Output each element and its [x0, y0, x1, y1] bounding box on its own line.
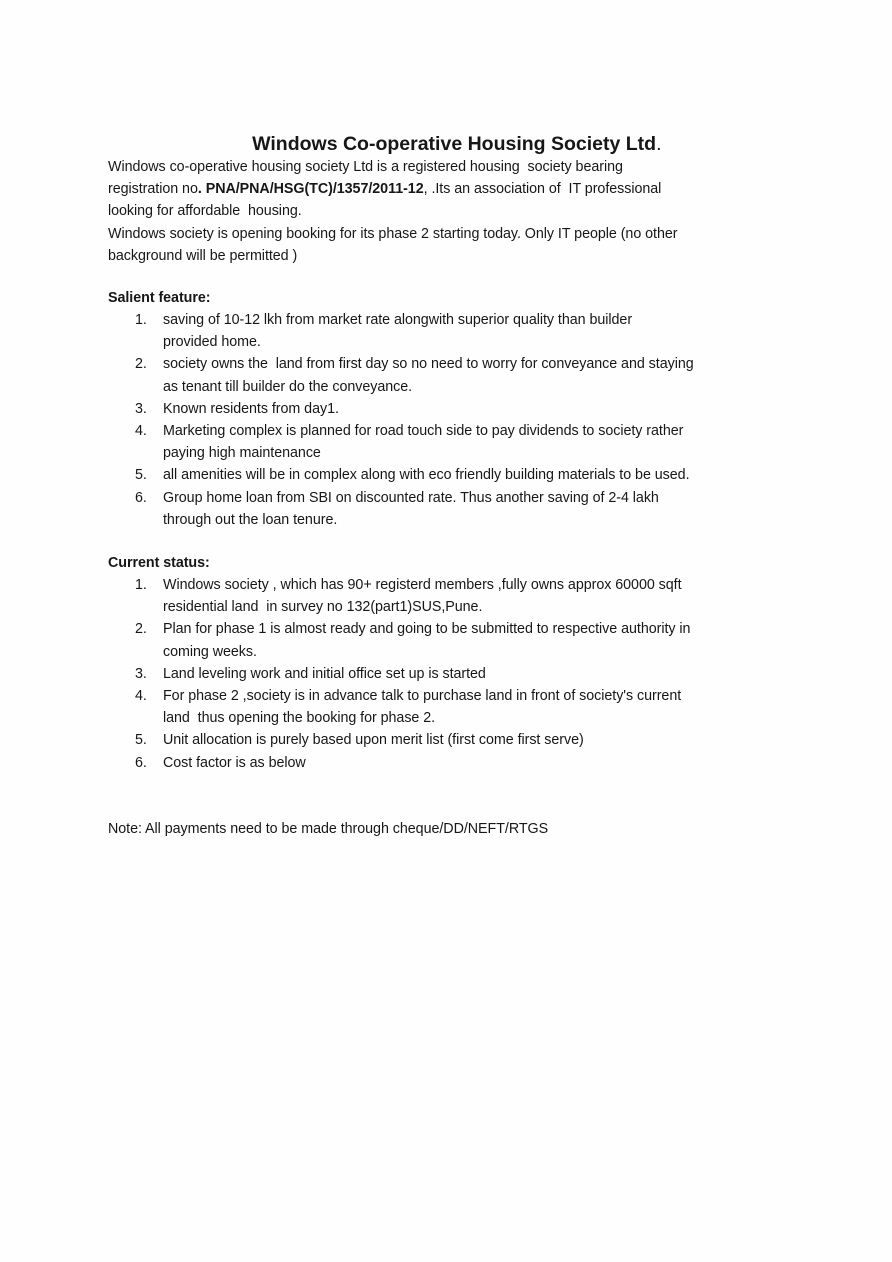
list-item-text — [163, 752, 814, 774]
list-item-line: coming weeks. — [163, 643, 257, 660]
document-title-period: . — [656, 133, 662, 155]
list-item-number: 2. — [135, 356, 147, 373]
list-item-line: through out the loan tenure. — [163, 511, 338, 528]
list-item — [108, 487, 814, 531]
list-item-line: Plan for phase 1 is almost ready and going to be submitted to respective authority in — [163, 621, 691, 638]
list-item-number: 5. — [135, 732, 147, 749]
list-item-line: paying high maintenance — [163, 445, 321, 462]
intro-line-registration — [108, 178, 814, 200]
list-item-number: 5. — [135, 467, 147, 484]
list-item — [108, 685, 814, 729]
list-item-number: 4. — [135, 688, 147, 705]
list-item-line: Known residents from day1. — [163, 400, 339, 417]
list-item-number: 3. — [135, 400, 147, 417]
intro-line: background will be permitted ) — [108, 247, 298, 264]
salient-feature-list — [108, 309, 814, 531]
list-item-text — [163, 420, 814, 464]
list-item-text — [163, 487, 814, 531]
list-item-line: as tenant till builder do the conveyance. — [163, 378, 413, 395]
list-item-text — [163, 309, 814, 353]
intro-registration-post: , .Its an association of IT professional — [423, 181, 662, 198]
list-item — [108, 420, 814, 464]
list-item-text — [163, 398, 814, 420]
intro-paragraph — [108, 156, 814, 267]
list-item-line: residential land in survey no 132(part1)SUS,Pune. — [163, 599, 483, 616]
list-item — [108, 353, 814, 397]
list-item-text — [163, 574, 814, 618]
list-item-line: society owns the land from first day so no need to worry for conveyance and staying — [163, 356, 694, 373]
list-item-line: Windows society , which has 90+ registerd members ,fully owns approx 60000 sqft — [163, 577, 682, 593]
list-item — [108, 663, 814, 685]
list-item-line: Marketing complex is planned for road touch side to pay dividends to society rather — [163, 423, 684, 440]
list-item-line: land thus opening the booking for phase 2. — [163, 710, 436, 727]
list-item-number: 4. — [135, 423, 147, 440]
list-item-number: 6. — [135, 754, 147, 771]
list-item-line: Group home loan from SBI on discounted rate. Thus another saving of 2-4 lakh — [163, 489, 659, 506]
list-item-number: 1. — [135, 312, 147, 328]
list-item — [108, 464, 814, 486]
list-item-line: Cost factor is as below — [163, 754, 306, 771]
list-item-number: 6. — [135, 489, 147, 506]
list-item-text — [163, 618, 814, 662]
list-item-line: Land leveling work and initial office set up is started — [163, 665, 486, 682]
list-item — [108, 729, 814, 751]
list-item-number: 3. — [135, 665, 147, 682]
document-title-text: Windows Co-operative Housing Society Ltd — [252, 133, 657, 155]
intro-line: Windows society is opening booking for its phase 2 starting today. Only IT people (no other — [108, 225, 678, 242]
list-item-line: saving of 10-12 lkh from market rate alongwith superior quality than builder — [163, 312, 633, 328]
list-item-number: 2. — [135, 621, 147, 638]
list-item-line: provided home. — [163, 334, 261, 351]
list-item-text — [163, 464, 814, 486]
intro-registration-pre: registration no — [108, 181, 198, 198]
list-item-line: all amenities will be in complex along with eco friendly building materials to be used. — [163, 467, 690, 484]
list-item-line: Unit allocation is purely based upon merit list (first come first serve) — [163, 732, 584, 749]
list-item — [108, 398, 814, 420]
current-status-heading: Current status: — [108, 555, 210, 571]
intro-line: Windows co-operative housing society Ltd is a registered housing society bearing — [108, 159, 623, 175]
list-item — [108, 618, 814, 662]
list-item-text — [163, 685, 814, 729]
payments-note: Note: All payments need to be made through cheque/DD/NEFT/RTGS — [108, 821, 549, 837]
registration-number: . PNA/PNA/HSG(TC)/1357/2011-12 — [197, 181, 424, 198]
list-item — [108, 752, 814, 774]
list-item-number: 1. — [135, 577, 147, 593]
intro-line: looking for affordable housing. — [108, 203, 302, 220]
list-item-text — [163, 729, 814, 751]
list-item-line: For phase 2 ,society is in advance talk to purchase land in front of society's current — [163, 688, 682, 705]
current-status-list — [108, 574, 814, 774]
list-item-text — [163, 353, 814, 397]
salient-feature-heading: Salient feature: — [108, 290, 211, 306]
list-item — [108, 309, 814, 353]
list-item-text — [163, 663, 814, 685]
list-item — [108, 574, 814, 618]
